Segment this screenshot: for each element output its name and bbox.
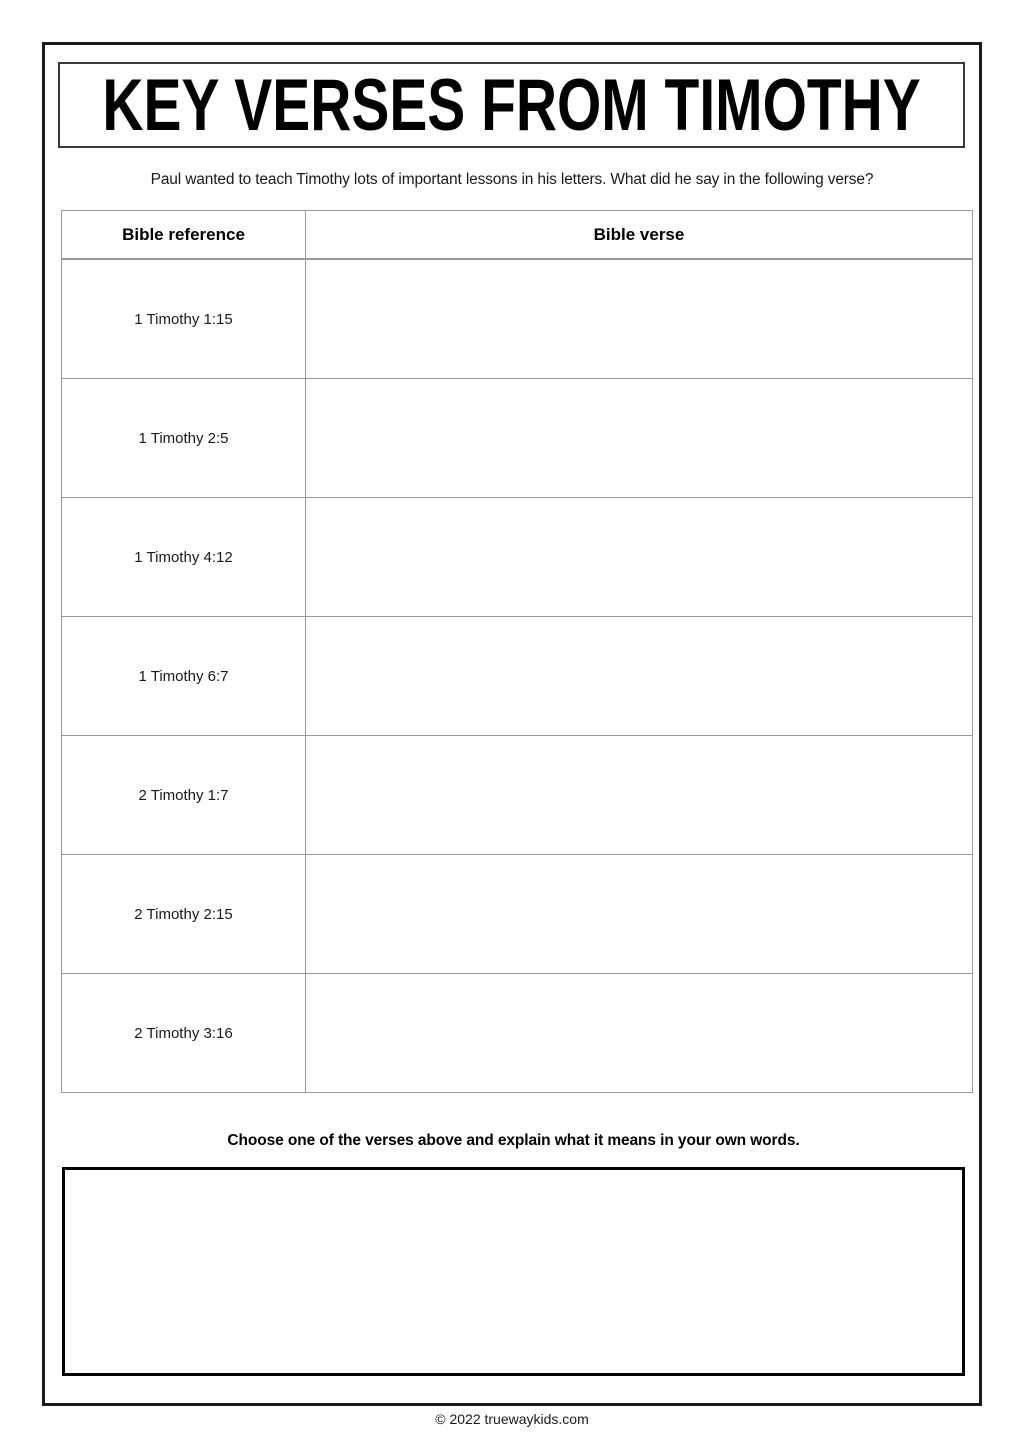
cell-bible-reference: 2 Timothy 3:16 <box>62 974 306 1093</box>
cell-bible-verse-input[interactable] <box>306 974 973 1093</box>
worksheet-title-box <box>58 62 965 148</box>
table-header-row <box>62 211 973 260</box>
column-header-bible-verse: Bible verse <box>306 211 973 260</box>
table-row <box>62 855 973 974</box>
table-row <box>62 736 973 855</box>
table-row <box>62 379 973 498</box>
cell-bible-reference: 1 Timothy 4:12 <box>62 498 306 617</box>
cell-bible-reference: 2 Timothy 2:15 <box>62 855 306 974</box>
table-header <box>62 211 973 260</box>
cell-bible-verse-input[interactable] <box>306 379 973 498</box>
page-title: KEY VERSES FROM TIMOTHY <box>102 64 921 146</box>
cell-bible-verse-input[interactable] <box>306 617 973 736</box>
cell-bible-verse-input[interactable] <box>306 259 973 379</box>
explain-answer-box[interactable] <box>62 1167 965 1376</box>
cell-bible-reference: 1 Timothy 1:15 <box>62 259 306 379</box>
explain-prompt-label: Choose one of the verses above and explain what it means in your own words. <box>227 1132 800 1149</box>
table-body <box>62 259 973 1093</box>
column-header-bible-reference: Bible reference <box>62 211 306 260</box>
footer-copyright: © 2022 truewaykids.com <box>435 1411 589 1427</box>
cell-bible-verse-input[interactable] <box>306 498 973 617</box>
table-row <box>62 498 973 617</box>
cell-bible-reference: 1 Timothy 6:7 <box>62 617 306 736</box>
cell-bible-reference: 1 Timothy 2:5 <box>62 379 306 498</box>
worksheet-instructions: Paul wanted to teach Timothy lots of important lessons in his letters. What did he say in the following verse? <box>150 171 874 188</box>
table-row <box>62 617 973 736</box>
table-row <box>62 974 973 1093</box>
bible-verse-table <box>61 210 973 1093</box>
cell-bible-verse-input[interactable] <box>306 855 973 974</box>
cell-bible-verse-input[interactable] <box>306 736 973 855</box>
table-row <box>62 259 973 379</box>
cell-bible-reference: 2 Timothy 1:7 <box>62 736 306 855</box>
